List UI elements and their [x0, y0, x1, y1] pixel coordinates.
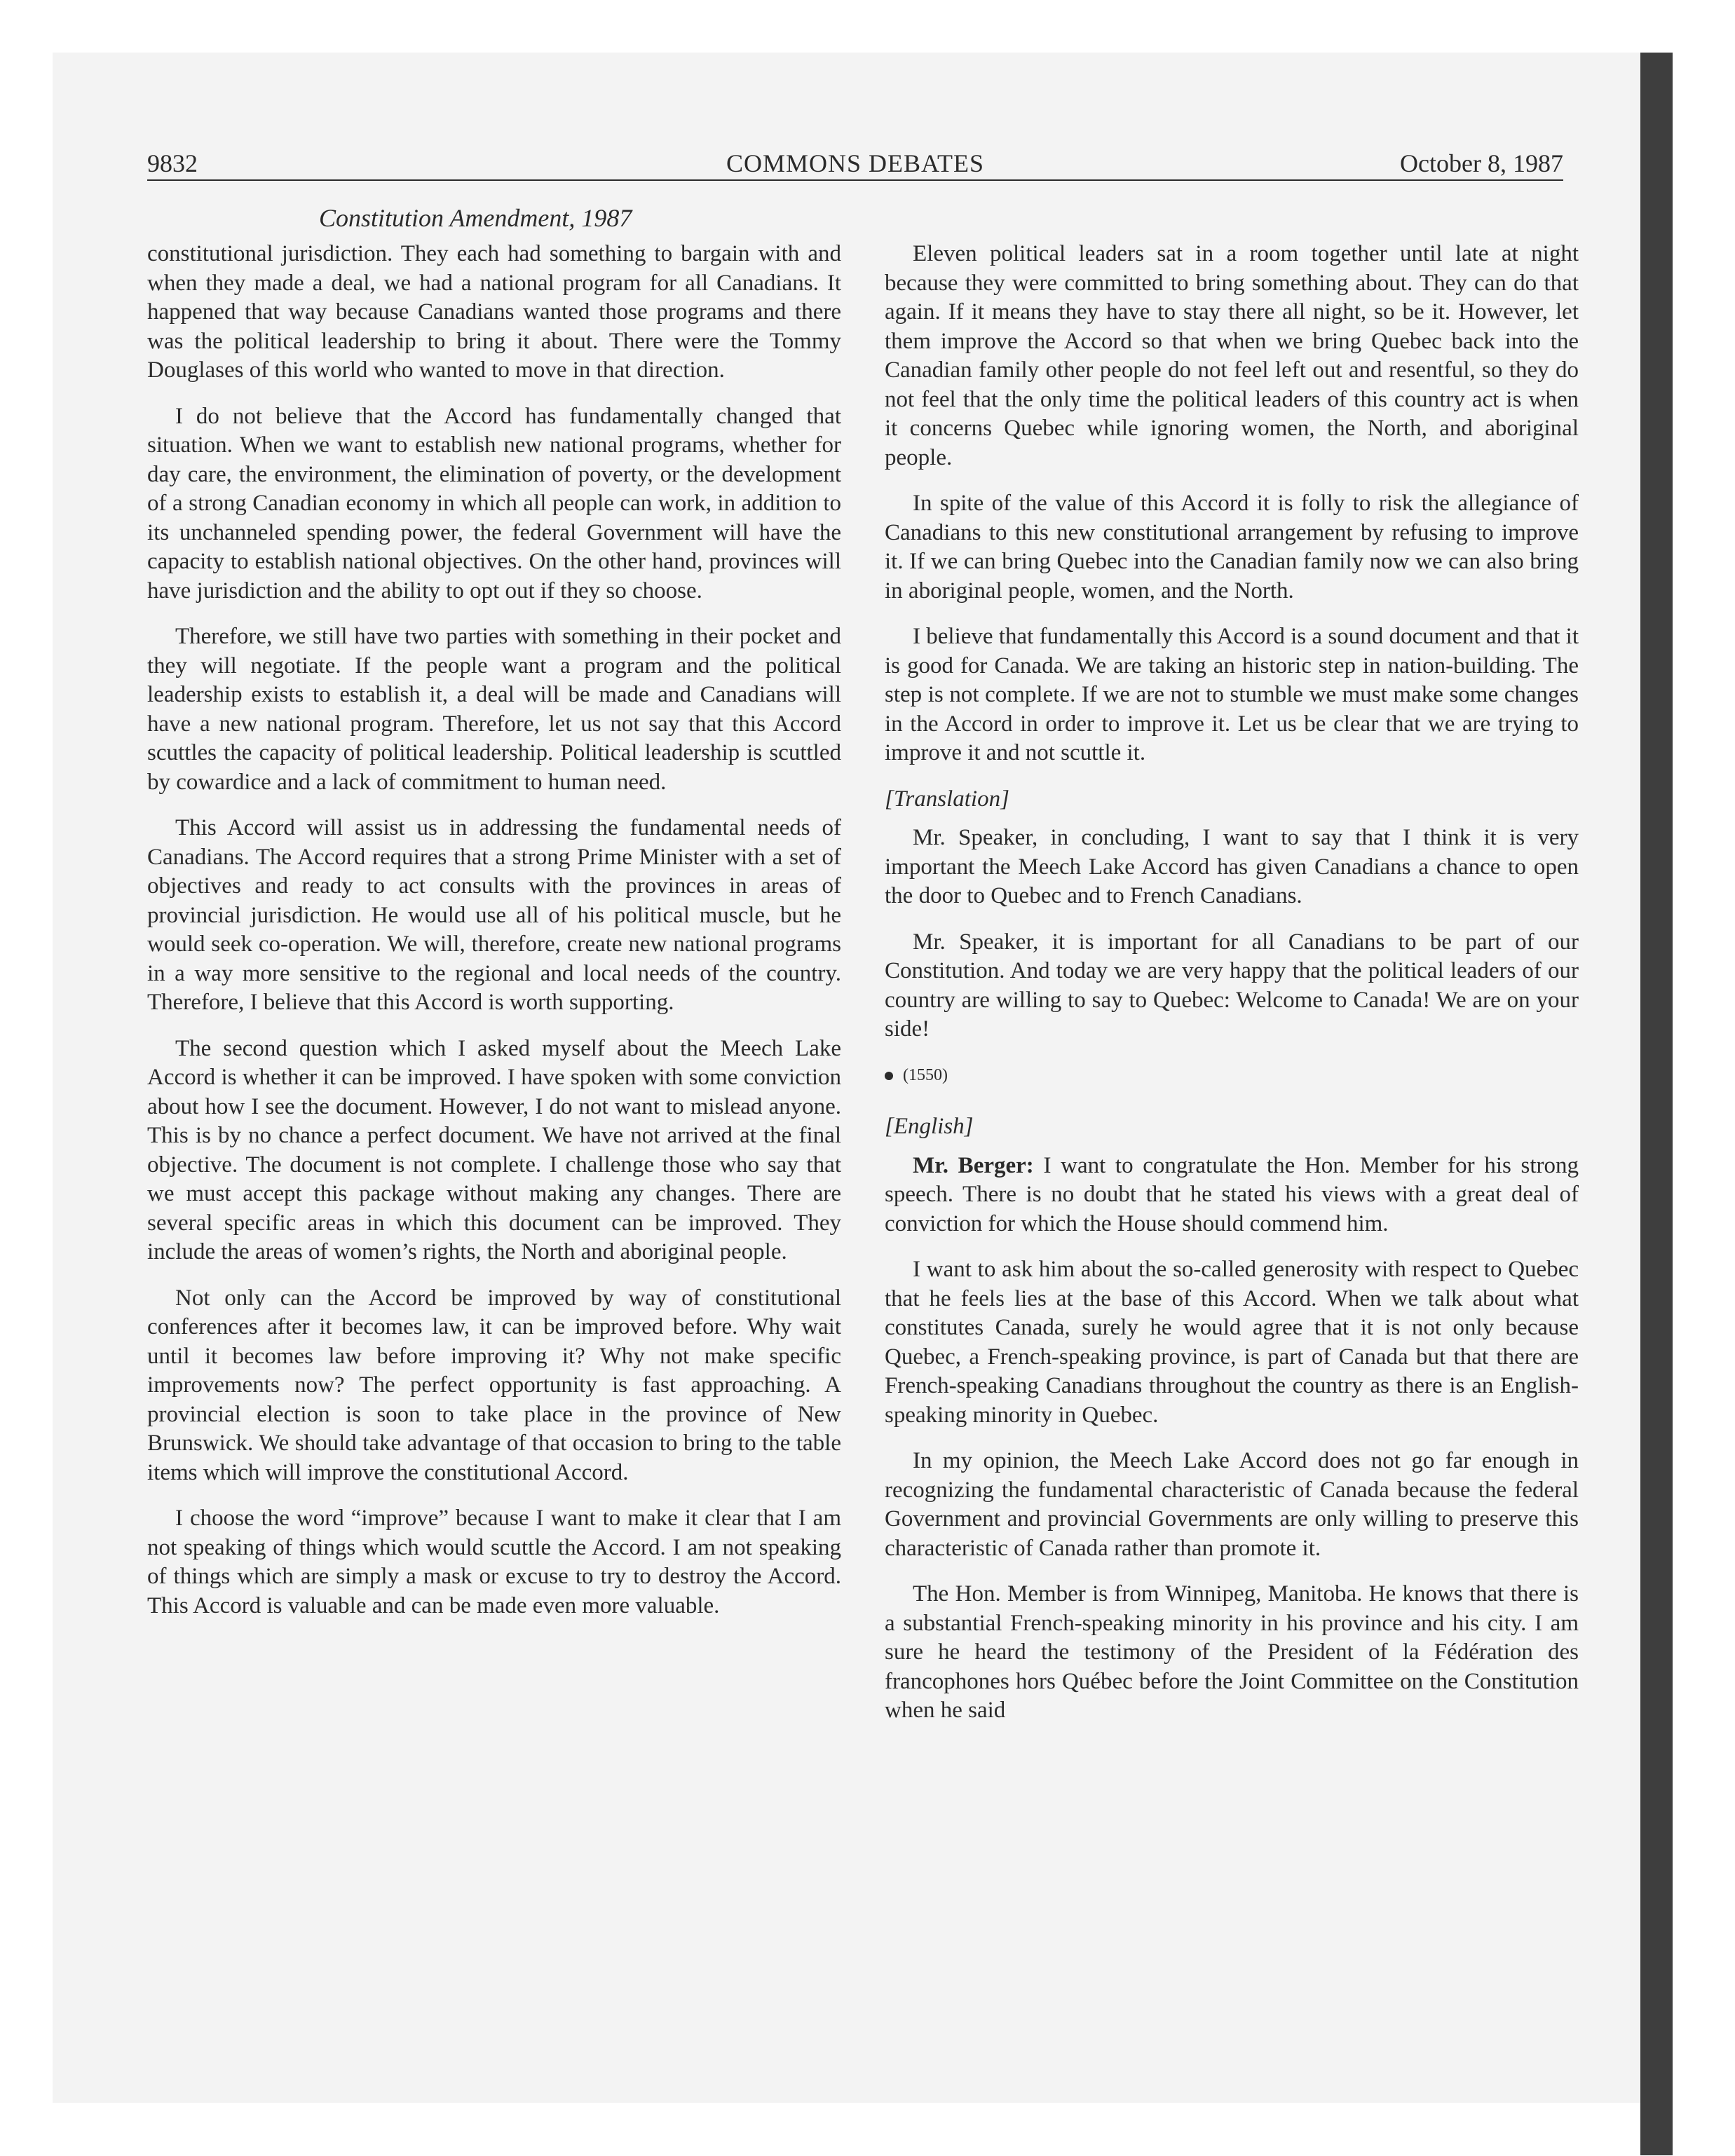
time-marker-text: (1550) [903, 1065, 948, 1084]
paragraph: I do not believe that the Accord has fundamentally changed that situation. When we want to establish new national programs, whether for day care, the environment, the elimination of poverty, or the development of a strong Canadian economy in which all people can work, in addition to its unchanneled spending power, the federal Government will have the capacity to establish national objectives. On the other hand, provinces will have jurisdiction and the ability to opt out if they so choose. [147, 403, 841, 603]
paragraph: constitutional jurisdiction. They each had something to bargain with and when they made a deal, we had a national program for all Canadians. It happened that way because Canadians wanted those programs and there was the political leadership to bring it about. There were the Tommy Douglases of this world who wanted to move in that direction. [147, 241, 841, 383]
english-tag: [English] [885, 1114, 974, 1139]
paragraph: Eleven political leaders sat in a room together until late at night because they were committed to bring something about. They can do that again. If it means they have to stay there all night, so be it. However, let them improve the Accord so that when we bring Quebec back into the Canadian family other people do not feel left out and resentful, so they do not feel that the only time the political leaders of this country act is when it concerns Quebec while ignoring women, the North, and aboriginal people. [885, 241, 1579, 470]
paragraph: In my opinion, the Meech Lake Accord does not go far enough in recognizing the fundamental characteristic of Canada because the federal Government and provincial Governments are only willing to preserve this characteristic of Canada rather than promote it. [885, 1448, 1579, 1561]
header-rule [147, 179, 1563, 181]
speaker-text: I want to congratulate the Hon. Member for his strong speech. There is no doubt that he stated his views with a great deal of conviction for which the House should commend him. [885, 1152, 1579, 1236]
paragraph: Mr. Speaker, in concluding, I want to say that I think it is very important the Meech Lake Accord has given Canadians a chance to open the door to Quebec and to French Canadians. [885, 825, 1579, 908]
paragraph: Therefore, we still have two parties with something in their pocket and they will negotiate. If the people want a program and the political leadership exists to establish it, a deal will be made and Canadians will have a new national program. Therefore, let us not say that this Accord scuttles the capacity of political leadership. Political leadership is scuttled by cowardice and a lack of commitment to human need. [147, 624, 841, 795]
paragraph: Mr. Speaker, it is important for all Canadians to be part of our Constitution. And today we are very happy that the political leaders of our country are willing to say to Quebec: Welcome to Canada! We are on your side! [885, 929, 1579, 1042]
paragraph: I want to ask him about the so-called generosity with respect to Quebec that he feels lies at the base of this Accord. When we talk about what constitutes Canada, surely he would agree that it is not only because Quebec, a French-speaking province, is part of Canada but that there are French-speaking Canadians throughout the country as there is an English-speaking minority in Quebec. [885, 1257, 1579, 1428]
paragraph: I believe that fundamentally this Accord is a sound document and that it is good for Canada. We are taking an historic step in nation-building. The step is not complete. If we are not to stumble we must make some changes in the Accord in order to improve it. Let us be clear that we are trying to improve it and not scuttle it. [885, 624, 1579, 765]
page-number: 9832 [147, 149, 198, 177]
paragraph: The Hon. Member is from Winnipeg, Manitoba. He knows that there is a substantial French-speaking minority in his province and his city. I am sure he heard the testimony of the President of la Fédération des francophones hors Québec before the Joint Committee on the Constitution when he said [885, 1581, 1579, 1723]
time-marker [885, 1061, 1579, 1091]
paragraph: This Accord will assist us in addressing the fundamental needs of Canadians. The Accord requires that a strong Prime Minister with a set of objectives and ready to act consults with the provinces in areas of provincial jurisdiction. He would use all of his political muscle, but he would seek co-operation. We will, therefore, create new national programs in a way more sensitive to the regional and local needs of the country. Therefore, I believe that this Accord is worth supporting. [147, 815, 841, 1015]
publication-title: COMMONS DEBATES [726, 149, 985, 177]
left-column [147, 240, 841, 1637]
right-column [885, 240, 1579, 1742]
paragraph: I choose the word “improve” because I want to make it clear that I am not speaking of things which would scuttle the Accord. I am not speaking of things which are simply a mask or excuse to try to destroy the Accord. This Accord is valuable and can be made even more valuable. [147, 1506, 841, 1618]
scan-edge [1640, 53, 1673, 2155]
translation-tag: [Translation] [885, 786, 1009, 812]
bullet-dot-icon [885, 1072, 893, 1080]
section-title: Constitution Amendment, 1987 [319, 204, 632, 232]
speaker-paragraph [885, 1152, 1579, 1239]
speaker-name: Mr. Berger: [913, 1152, 1034, 1178]
publication-date: October 8, 1987 [1400, 149, 1563, 177]
paragraph: The second question which I asked myself about the Meech Lake Accord is whether it can be improved. I have spoken with some conviction about how I see the document. However, I do not want to mislead anyone. This is by no chance a perfect document. We have not arrived at the final objective. The document is not complete. I challenge those who say that we must accept this package without making any changes. There are several specific areas in which this document can be improved. They include the areas of women’s rights, the North and aboriginal people. [147, 1035, 841, 1264]
paragraph: In spite of the value of this Accord it is folly to risk the allegiance of Canadians to this new constitutional arrangement by refusing to improve it. If we can bring Quebec into the Canadian family now we can also bring in aboriginal people, women, and the North. [885, 491, 1579, 603]
page-header [147, 146, 1563, 181]
paragraph: Not only can the Accord be improved by way of constitutional conferences after it becomes law, it can be improved before. Why wait until it becomes law before improving it? Why not make specific improvements now? The perfect opportunity is fast approaching. A provincial election is soon to take place in the province of New Brunswick. We should take advantage of that occasion to bring to the table items which will improve the constitutional Accord. [147, 1285, 841, 1485]
